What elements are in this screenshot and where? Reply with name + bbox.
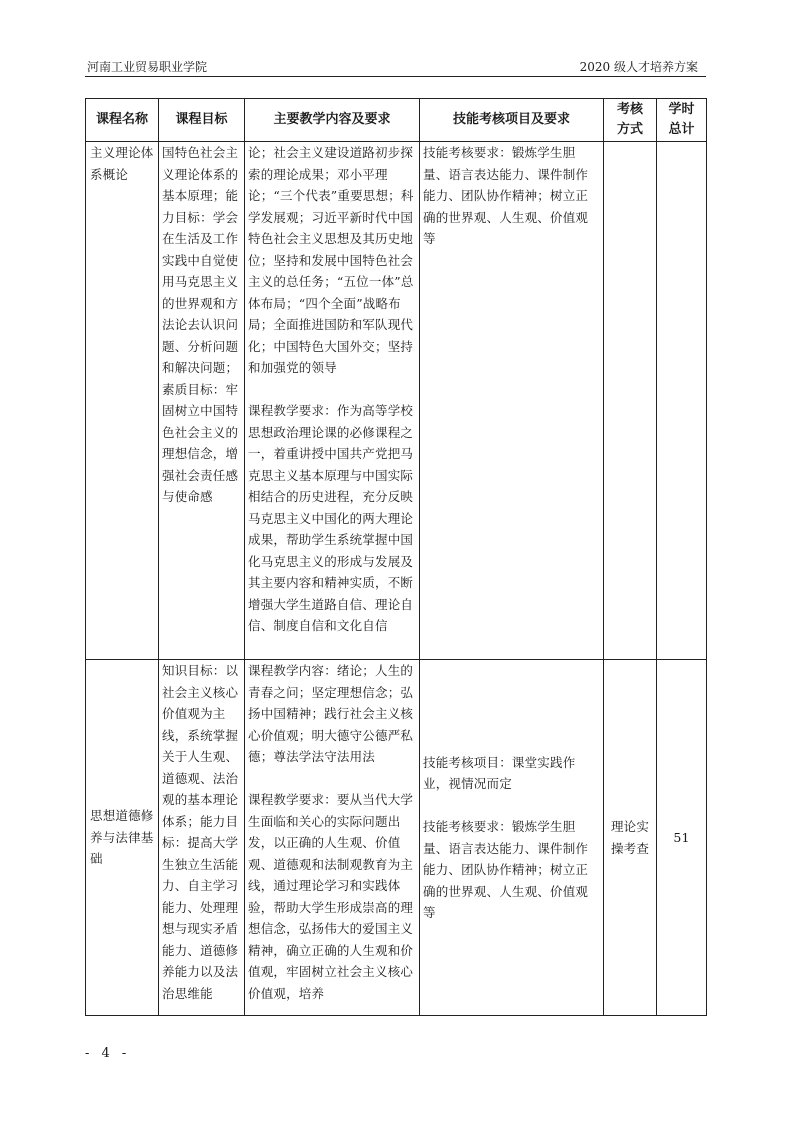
header-course-objectives: 课程目标 [159, 99, 245, 142]
teaching-content: 论；社会主义建设道路初步探索的理论成果；邓小平理论；“三个代表”重要思想；科学发展观；习近平新时代中国特色社会主义思想及其历史地位；坚持和发展中国特色社会主义的总任务；“五位一体”总体布局；“四个全面”战略布局；全面推进国防和军队现代化；中国特色大国外交；坚持和加强党的领导 [248, 145, 414, 375]
course-name-cell [86, 142, 159, 660]
header-assessment-line1: 考核 [616, 102, 643, 117]
header-assessment-line2: 方式 [616, 122, 643, 137]
total-hours: 51 [673, 829, 690, 845]
course-name-cell [86, 660, 159, 1016]
plan-title: 2020 级人才培养方案 [579, 60, 698, 74]
teaching-content-cell [245, 660, 420, 1016]
header-assessment-method [604, 99, 657, 142]
teaching-content: 课程教学内容：绪论；人生的青春之问；坚定理想信念；弘扬中国精神；践行社会主义核心价值观；明大德守公德严私德；尊法学法守法用法 [248, 663, 414, 764]
header-rule [85, 76, 706, 77]
header-hours-line2: 总计 [668, 122, 695, 137]
teaching-content-cell [245, 142, 420, 660]
skills-assessment-cell [420, 142, 604, 660]
page-header [85, 58, 706, 76]
course-objectives-cell [159, 142, 245, 660]
skills-requirements: 技能考核要求：锻炼学生胆量、语言表达能力、课件制作能力、团队协作精神；树立正确的世界观、人生观、价值观等 [423, 819, 589, 920]
curriculum-table [85, 98, 707, 1016]
institution-name: 河南工业贸易职业学院 [87, 60, 208, 74]
total-hours-cell [657, 660, 707, 1016]
assessment-method-cell [604, 660, 657, 1016]
table-row [86, 142, 707, 660]
teaching-requirements: 课程教学要求：作为高等学校思想政治理论课的必修课程之一，着重讲授中国共产党把马克思主义基本原理与中国实际相结合的历史进程，充分反映马克思主义中国化的两大理论成果，帮助学生系统掌握中国化马克思主义的形成与发展及其主要内容和精神实质，不断增强大学生道路自信、理论自信、制度自信和文化自信 [248, 403, 414, 633]
header-skills-assessment: 技能考核项目及要求 [420, 99, 604, 142]
course-name: 思想道德修养与法律基础 [90, 808, 154, 867]
header-total-hours [657, 99, 707, 142]
skills-requirements: 技能考核要求：锻炼学生胆量、语言表达能力、课件制作能力、团队协作精神；树立正确的世界观、人生观、价值观等 [423, 145, 589, 246]
course-objectives-cell [159, 660, 245, 1016]
header-hours-line1: 学时 [668, 102, 695, 117]
total-hours-cell [657, 142, 707, 660]
table-header-row [86, 99, 707, 142]
teaching-requirements: 课程教学要求：要从当代大学生面临和关心的实际问题出发，以正确的人生观、价值观、道德观和法制观教育为主线，通过理论学习和实践体验，帮助大学生形成崇高的理想信念，弘扬伟大的爱国主义精神，确立正确的人生观和价值观，牢固树立社会主义核心价值观，培养 [248, 792, 414, 1001]
course-objectives: 国特色社会主义理论体系的基本原理；能力目标：学会在生活及工作实践中自觉使用马克思主义的世界观和方法论去认识问题、分析问题和解决问题；素质目标：牢固树立中国特色社会主义的理想信念，增强社会责任感与使命感 [162, 145, 239, 504]
skills-item: 技能考核项目：课堂实践作业，视情况而定 [423, 754, 576, 791]
course-name: 主义理论体系概论 [90, 145, 154, 182]
page-number: - 4 - [85, 1046, 131, 1061]
header-teaching-content: 主要教学内容及要求 [245, 99, 420, 142]
skills-assessment-cell [420, 660, 604, 1016]
course-objectives: 知识目标：以社会主义核心价值观为主线，系统掌握关于人生观、道德观、法治观的基本理论体系；能力目标：提高大学生独立生活能力、自主学习能力、处理理想与现实矛盾能力、道德修养能力以及法治思维能 [162, 663, 239, 1001]
table-row [86, 660, 707, 1016]
assessment-method-cell [604, 142, 657, 660]
header-course-name: 课程名称 [86, 99, 159, 142]
assessment-method: 理论实操考查 [610, 819, 650, 856]
